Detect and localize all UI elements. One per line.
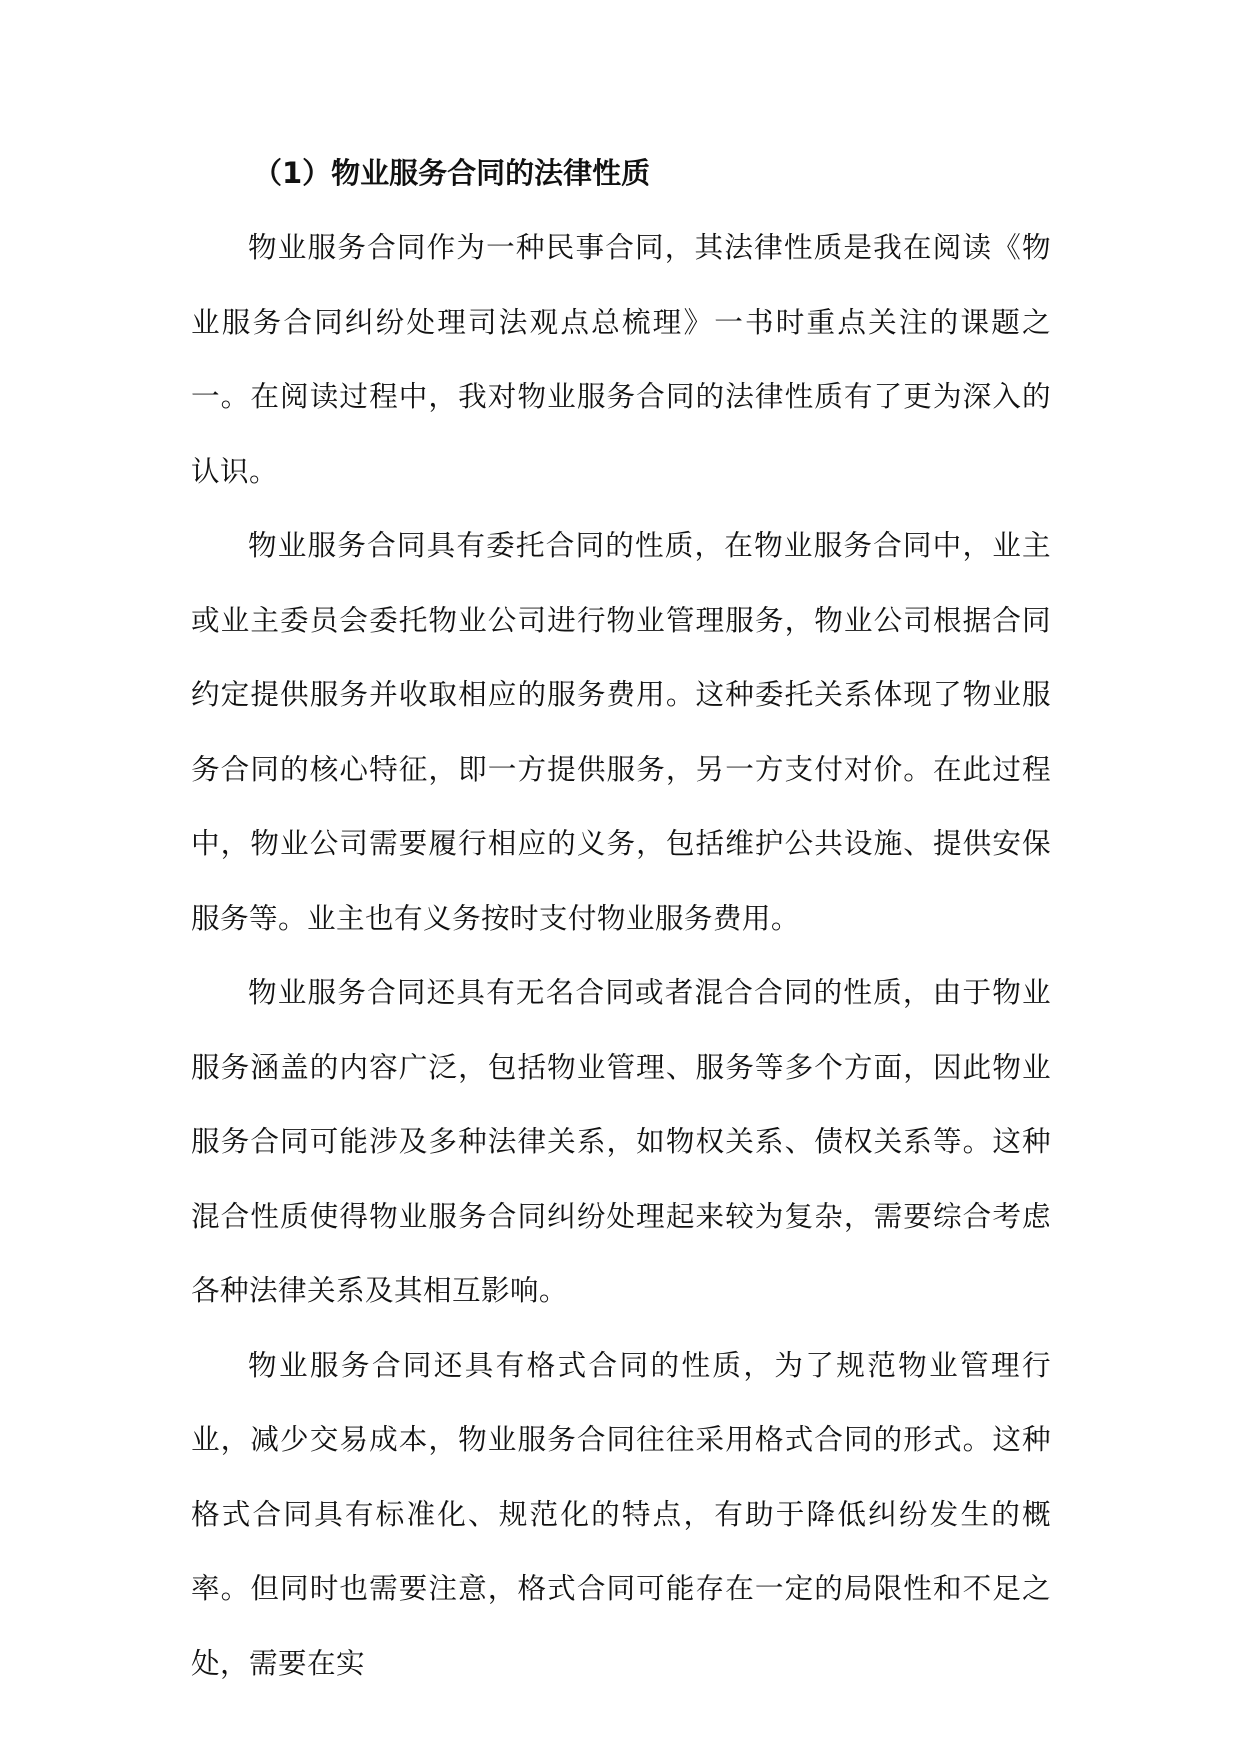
paragraph-mixed-contract-nature: 物业服务合同还具有无名合同或者混合合同的性质，由于物业服务涵盖的内容广泛，包括物业管理、服务等多个方面，因此物业服务合同可能涉及多种法律关系，如物权关系、债权关系等。这种混合性质使得物业服务合同纠纷处理起来较为复杂，需要综合考虑各种法律关系及其相互影响。 — [191, 975, 1051, 1307]
paragraph-intro: 物业服务合同作为一种民事合同，其法律性质是我在阅读《物业服务合同纠纷处理司法观点总梳理》一书时重点关注的课题之一。在阅读过程中，我对物业服务合同的法律性质有了更为深入的认识。 — [191, 230, 1051, 488]
document-body — [191, 136, 1051, 1700]
section-heading: （1）物业服务合同的法律性质 — [253, 156, 651, 190]
paragraph-entrustment-nature: 物业服务合同具有委托合同的性质，在物业服务合同中，业主或业主委员会委托物业公司进行物业管理服务，物业公司根据合同约定提供服务并收取相应的服务费用。这种委托关系体现了物业服务合同的核心特征，即一方提供服务，另一方支付对价。在此过程中，物业公司需要履行相应的义务，包括维护公共设施、提供安保服务等。业主也有义务按时支付物业服务费用。 — [191, 528, 1051, 935]
paragraph-standard-form-nature: 物业服务合同还具有格式合同的性质，为了规范物业管理行业，减少交易成本，物业服务合同往往采用格式合同的形式。这种格式合同具有标准化、规范化的特点，有助于降低纠纷发生的概率。但同时也需要注意，格式合同可能存在一定的局限性和不足之处，需要在实 — [191, 1347, 1051, 1680]
